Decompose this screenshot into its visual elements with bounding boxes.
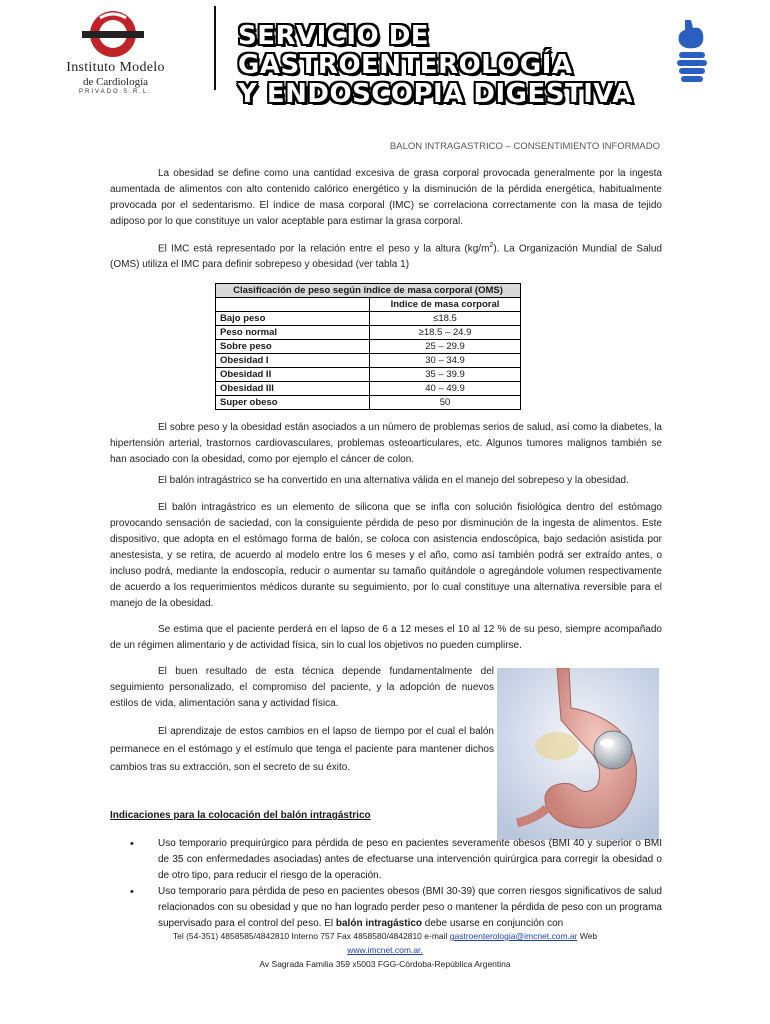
paragraph-learning [110, 723, 494, 777]
table-title: Clasificación de peso según índice de masa corporal (OMS) [216, 284, 521, 298]
website-link[interactable]: www.imcnet.com.ar. [347, 945, 423, 955]
institution-logo [28, 8, 203, 98]
row-label: Obesidad III [216, 382, 370, 396]
footer-contact: Tel (54-351) 4858585/4842810 Interno 757 Fax 4858580/4842810 e-mail [172, 931, 450, 941]
paragraph-text: El balón intragástrico es un elemento de silicona que se infla con solución fisiológica dentro del estómago provocando sensación de saciedad, con la consiguiente pérdida de peso por disminución de la ingesta de alimentos. Este dispositivo, que adopta en el estómago forma de balón, se coloca con asistencia endoscópica, bajo sedación asistida por anestesista, y se retira, de acuerdo al modelo entre los 6 meses y el año, como así también podrá ser extraído antes, o incluso podrá, mediante la endoscopía, reducir o aumentar su tamaño quitándole o agregándole volumen respectivamente de acuerdo a los requerimientos médicos durante su seguimiento, por lo cual constituye una alternativa reversible para el manejo de la obesidad. [110, 502, 662, 609]
paragraph-imc [110, 238, 662, 273]
table-row [216, 312, 521, 326]
table-row [216, 382, 521, 396]
footer-address: Av Sagrada Familia 359 x5003 FGG-Córdoba-República Argentina [259, 959, 511, 969]
paragraph-text: El buen resultado de esta técnica depende fundamentalmente del seguimiento personalizado, el compromiso del paciente, y la adopción de nuevos estilos de vida, alimentación sana y actividad física. [110, 666, 494, 709]
paragraph-text: ). La Organización Mundial de Salud (OMS) utiliza el IMC para definir sobrepeso y obesidad (ver tabla 1) [110, 243, 662, 271]
row-label: Sobre peso [216, 340, 370, 354]
indications-heading: Indicaciones para la colocación del balón intragástrico [110, 810, 371, 821]
list-item [110, 836, 662, 884]
paragraph-text: Se estima que el paciente perderá en el lapso de 6 a 12 meses el 10 al 12 % de su peso, siempre acompañado de un régimen alimentario y de actividad física, sin lo cual los objetivos no pueden cumplirse. [110, 624, 662, 651]
paragraph-text: El sobre peso y la obesidad están asociados a un número de problemas serios de salud, así como la diabetes, la hipertensión arterial, trastornos cardiovasculares, problemas osteoarticulares, etc. Algunos tumores malignos también se han asociado con la obesidad, como por ejemplo el cáncer de colon. [110, 422, 662, 465]
paragraph-text: La obesidad se define como una cantidad excesiva de grasa corporal provocada generalmente por la ingesta aumentada de alimentos con alto contenido calórico energético y la disminución de la pérdida energética, habitualmente provocada por el sedentarismo. El índice de masa corporal (IMC) se correlaciona correctamente con la masa de tejido adiposo por lo que constituye un valor aceptable para estimar la grasa corporal. [110, 168, 662, 227]
paragraph-text: El balón intragástrico se ha convertido en una alternativa válida en el manejo del sobrepeso y la obesidad. [158, 475, 629, 486]
list-item-text: Uso temporario para pérdida de peso en pacientes obesos (BMI 30-39) que corren riesgos significativos de salud relacionados con su obesidad y que no han logrado perder peso o mantener la pérdida de peso con un programa supervisado para el control del peso. El [158, 886, 662, 929]
digestive-system-icon [671, 18, 711, 86]
table-column-header: Indice de masa corporal [370, 298, 521, 312]
table-row [216, 326, 521, 340]
banner-line-2: Y ENDOSCOPIA DIGESTIVA [238, 79, 633, 109]
row-value: 35 – 39.9 [370, 368, 521, 382]
logo-name: Instituto Modelo [66, 60, 165, 75]
service-banner [238, 22, 668, 109]
paragraph-weight-loss [110, 622, 662, 654]
header-divider [214, 6, 216, 90]
row-value: ≥18.5 – 24.9 [370, 326, 521, 340]
paragraph-balloon-alternative [110, 473, 662, 489]
row-value: 40 – 49.9 [370, 382, 521, 396]
row-label: Obesidad I [216, 354, 370, 368]
logo-tagline: PRIVADO S.R.L. [79, 89, 152, 95]
footer-web-label: Web [577, 931, 598, 941]
superscript: 2 [489, 242, 494, 249]
page-footer [100, 929, 670, 971]
indications-list [110, 836, 662, 932]
row-value: ≤18.5 [370, 312, 521, 326]
list-item-bold-text: balón intragástico [335, 918, 423, 929]
table-row [216, 340, 521, 354]
bullet-icon: • [130, 886, 134, 898]
paragraph-health-problems [110, 420, 662, 468]
table-blank-cell [216, 298, 370, 312]
email-link[interactable]: gastroenterologia@imcnet.com.ar [449, 931, 578, 941]
banner-line-1: SERVICIO DE GASTROENTEROLOGÍA [238, 21, 573, 80]
imc-classification-table [215, 283, 521, 410]
paragraph-text: El IMC está representado por la relación entre el peso y la altura (kg/m [158, 243, 490, 255]
row-label: Peso normal [216, 326, 370, 340]
row-value: 30 – 34.9 [370, 354, 521, 368]
row-value: 50 [370, 396, 521, 410]
row-value: 25 – 29.9 [370, 340, 521, 354]
stomach-balloon-illustration [497, 668, 659, 840]
list-item-text: Uso temporario prequirúrgico para pérdida de peso en pacientes severamente obesos (BMI 40 y superior o BMI de 35 con enfermedades asociadas) antes de efectuarse una intervención quirúrgica para corregir la obesidad o de otro tipo, para reducir el riesgo de la operación. [158, 838, 662, 881]
bullet-icon: • [130, 838, 134, 850]
row-label: Super obeso [216, 396, 370, 410]
list-item-text: debe usarse en conjunción con [422, 918, 564, 929]
logo-subname: de Cardiología [82, 76, 149, 88]
paragraph-good-result [110, 664, 494, 712]
row-label: Obesidad II [216, 368, 370, 382]
row-label: Bajo peso [216, 312, 370, 326]
list-item [110, 884, 662, 932]
table-row [216, 368, 521, 382]
paragraph-obesity-definition [110, 166, 662, 230]
document-title: BALON INTRAGASTRICO – CONSENTIMIENTO INFORMADO [389, 141, 660, 152]
heart-logo-icon [78, 8, 148, 60]
table-row [216, 354, 521, 368]
table-row [216, 396, 521, 410]
paragraph-balloon-description [110, 500, 662, 612]
paragraph-text: El aprendizaje de estos cambios en el lapso de tiempo por el cual el balón permanece en el estómago y el estímulo que tenga el paciente para mantener dichos cambios tras su extracción, son el secreto de su éxito. [110, 726, 494, 773]
